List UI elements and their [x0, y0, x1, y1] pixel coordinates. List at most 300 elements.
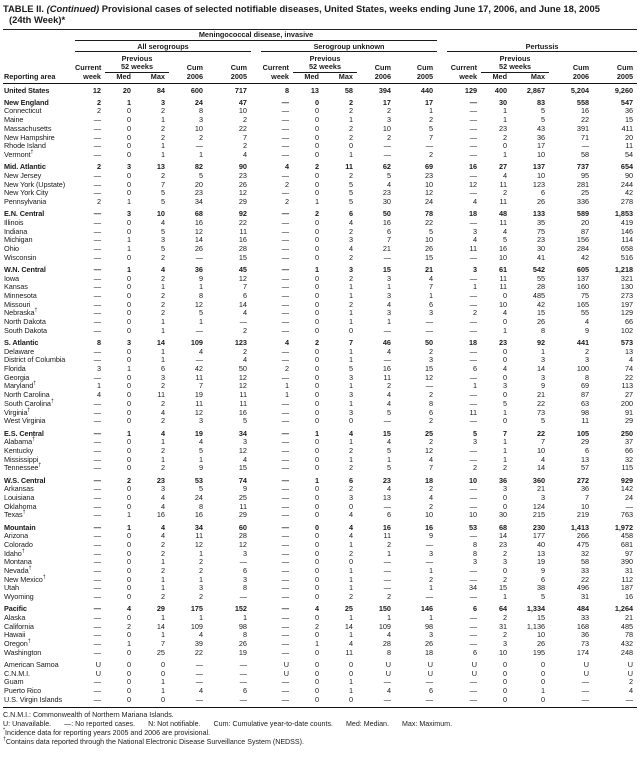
value-cell: 7	[242, 282, 247, 292]
value-cell: 16	[468, 162, 478, 172]
reporting-area-label: E.S. Central	[4, 428, 44, 438]
value-cell: 496	[576, 583, 590, 593]
value-cell: 11	[499, 282, 508, 292]
value-cell: 3	[126, 209, 131, 219]
value-cell: 0	[314, 179, 319, 189]
value-cell: 3	[429, 355, 434, 365]
value-cell: 11	[469, 407, 478, 417]
value-cell: 97	[624, 548, 634, 558]
value-cell: 25	[580, 188, 590, 198]
value-cell: —	[93, 252, 101, 262]
column-gap	[437, 464, 447, 473]
value-cell: 3	[348, 264, 353, 274]
value-cell: 2	[348, 106, 353, 116]
value-cell: —	[281, 209, 289, 219]
cum-label: Cum	[230, 62, 247, 72]
value-cell: —	[93, 273, 101, 283]
value-cell: 50	[424, 338, 434, 348]
value-cell: 3	[160, 97, 165, 107]
current-label: Current	[75, 62, 102, 72]
value-cell: —	[469, 445, 478, 455]
value-cell: 2	[348, 548, 353, 558]
column-gap	[251, 348, 261, 357]
column-gap	[251, 541, 261, 550]
column-gap	[437, 438, 447, 447]
value-cell: —	[281, 346, 289, 356]
value-cell: 1	[348, 308, 353, 318]
value-cell: 73	[580, 639, 590, 649]
value-cell: 23	[498, 539, 508, 549]
reporting-area-label: Connecticut	[4, 106, 42, 116]
value-cell: 1	[126, 97, 131, 107]
value-cell: 4	[386, 398, 391, 408]
value-cell: 98	[238, 621, 247, 631]
value-cell: 0	[314, 273, 319, 283]
value-cell: —	[469, 273, 478, 283]
value-cell: 2	[429, 149, 434, 159]
value-cell: 2	[160, 106, 165, 116]
notifiable-disease-table	[3, 29, 637, 705]
value-cell: 6	[242, 686, 247, 696]
value-cell: 1	[503, 149, 508, 159]
value-cell: —	[93, 317, 101, 327]
value-cell: 26	[194, 243, 203, 253]
value-cell: 0	[314, 291, 319, 301]
value-cell: 12	[468, 179, 478, 189]
value-cell: 156	[576, 235, 590, 245]
value-cell: 6	[348, 475, 353, 485]
column-gap	[437, 511, 447, 520]
column-gap	[251, 456, 261, 465]
value-cell: 5	[348, 364, 353, 374]
value-cell: 547	[620, 97, 634, 107]
value-cell: 3	[386, 308, 391, 318]
column-gap	[437, 602, 447, 614]
value-cell: 2	[503, 463, 508, 473]
value-cell: 6	[473, 604, 478, 614]
value-cell: 57	[580, 463, 590, 473]
value-cell: 0	[126, 217, 131, 227]
value-cell: 2	[585, 346, 590, 356]
value-cell: 0	[126, 355, 131, 365]
value-cell: 2	[348, 170, 353, 180]
value-cell: 114	[621, 235, 634, 245]
value-cell: 3	[242, 548, 247, 558]
value-cell: 5	[242, 416, 247, 426]
reporting-area-label: Oklahoma	[4, 501, 37, 511]
column-gap	[437, 374, 447, 383]
value-cell: —	[469, 188, 478, 198]
value-cell: 4	[348, 217, 353, 227]
value-cell: 1	[314, 428, 319, 438]
value-cell: 11	[195, 398, 203, 408]
reporting-area-label: Colorado	[4, 539, 33, 549]
value-cell: 7	[429, 463, 434, 473]
footnote-star: *Incidence data for reporting years 2005 and 2006 are provisional.	[3, 727, 211, 737]
value-cell: 16	[382, 522, 391, 532]
value-cell: 2	[348, 463, 353, 473]
value-cell: 2	[503, 132, 508, 142]
value-cell: 0	[503, 492, 508, 502]
value-cell: 0	[348, 660, 353, 670]
value-cell: 23	[498, 123, 508, 133]
value-cell: —	[383, 141, 391, 151]
value-cell: —	[93, 355, 101, 365]
value-cell: 15	[536, 308, 546, 318]
column-gap	[251, 511, 261, 520]
value-cell: 21	[624, 613, 634, 623]
column-gap	[251, 245, 261, 254]
value-cell: —	[469, 325, 478, 335]
value-cell: 10	[498, 647, 508, 657]
column-gap	[437, 335, 447, 347]
value-cell: —	[281, 630, 289, 640]
value-cell: 26	[424, 639, 434, 649]
value-cell: 22	[580, 115, 590, 125]
value-cell: 92	[536, 338, 546, 348]
value-cell: 4	[386, 390, 391, 400]
value-cell: 4	[429, 492, 434, 502]
value-cell: 589	[576, 209, 590, 219]
column-gap	[437, 327, 447, 336]
value-cell: 26	[424, 243, 434, 253]
value-cell: 284	[576, 243, 590, 253]
column-gap	[437, 254, 447, 263]
value-cell: —	[469, 621, 478, 631]
value-cell: 2	[429, 346, 434, 356]
column-gap	[437, 417, 447, 426]
value-cell: 5	[386, 463, 391, 473]
column-gap	[251, 160, 261, 172]
value-cell: 9	[585, 325, 590, 335]
value-cell: 0	[126, 437, 131, 447]
column-gap	[251, 83, 261, 95]
value-cell: 0	[314, 97, 319, 107]
value-cell: 4	[160, 428, 165, 438]
value-cell: 3	[348, 390, 353, 400]
value-cell: —	[93, 566, 101, 576]
value-cell: 12	[238, 372, 247, 382]
value-cell: 14	[344, 621, 353, 631]
value-cell: —	[281, 226, 289, 236]
value-cell: 30	[382, 196, 391, 206]
value-cell: —	[281, 510, 289, 520]
value-cell: 21	[424, 264, 434, 274]
value-cell: 0	[314, 170, 319, 180]
value-cell: 0	[503, 355, 508, 365]
value-cell: 16	[580, 106, 590, 116]
reporting-area-label: New Jersey	[4, 170, 42, 180]
value-cell: 16	[424, 522, 434, 532]
value-cell: —	[93, 647, 101, 657]
reporting-area-label: Michigan	[4, 235, 33, 245]
reporting-area-label: Vermont†	[4, 149, 34, 159]
value-cell: 5	[386, 445, 391, 455]
value-cell: 681	[620, 539, 634, 549]
column-gap	[437, 134, 447, 143]
value-cell: 1	[160, 557, 165, 567]
value-cell: 115	[621, 463, 634, 473]
value-cell: 130	[620, 282, 634, 292]
reporting-area-label: Ohio	[4, 243, 20, 253]
value-cell: 8	[96, 338, 101, 348]
value-cell: 23	[536, 235, 546, 245]
value-cell: 1	[429, 613, 434, 623]
value-cell: 3	[198, 115, 203, 125]
value-cell: 0	[126, 492, 131, 502]
value-cell: 0	[314, 243, 319, 253]
value-cell: 4	[160, 501, 165, 511]
value-cell: 2	[348, 123, 353, 133]
value-cell: 475	[576, 539, 590, 549]
value-cell: 4	[429, 273, 434, 283]
value-cell: 0	[503, 372, 508, 382]
dagger-marker: †	[28, 565, 32, 572]
value-cell: 137	[576, 273, 590, 283]
column-gap	[437, 125, 447, 134]
column-gap	[437, 275, 447, 284]
value-cell: 2	[242, 141, 247, 151]
column-gap	[251, 262, 261, 274]
value-cell: 485	[620, 621, 634, 631]
value-cell: —	[581, 677, 590, 687]
column-gap	[251, 198, 261, 207]
column-gap	[437, 172, 447, 181]
value-cell: 1	[198, 454, 203, 464]
value-cell: —	[93, 346, 101, 356]
value-cell: 2	[160, 416, 165, 426]
value-cell: 73	[536, 407, 546, 417]
value-cell: 0	[126, 398, 131, 408]
value-cell: 1	[126, 510, 131, 520]
column-gap	[251, 485, 261, 494]
value-cell: 4	[96, 390, 101, 400]
value-cell: 1	[160, 282, 165, 292]
column-gap	[251, 567, 261, 576]
value-cell: 90	[238, 162, 247, 172]
value-cell: 91	[624, 407, 634, 417]
value-cell: 3	[503, 381, 508, 391]
value-cell: U	[471, 668, 478, 678]
value-cell: 24	[424, 196, 434, 206]
value-cell: 18	[424, 647, 434, 657]
value-cell: 4	[629, 355, 634, 365]
column-gap	[437, 593, 447, 602]
value-cell: —	[281, 235, 289, 245]
value-cell: —	[281, 604, 289, 614]
value-cell: 146	[620, 226, 634, 236]
column-gap	[251, 687, 261, 696]
column-gap	[251, 254, 261, 263]
value-cell: 0	[126, 291, 131, 301]
value-cell: 1	[386, 613, 391, 623]
reporting-area-label: Kansas	[4, 282, 28, 292]
value-cell: 30	[498, 510, 508, 520]
value-cell: 187	[620, 583, 634, 593]
value-cell: —	[281, 115, 289, 125]
value-cell: —	[469, 592, 478, 602]
reporting-area-label: Kentucky	[4, 445, 34, 455]
value-cell: 18	[468, 209, 478, 219]
value-cell: 16	[238, 235, 247, 245]
value-cell: 33	[580, 613, 590, 623]
value-cell: 0	[314, 566, 319, 576]
value-cell: 4	[348, 531, 353, 541]
value-cell: 24	[624, 492, 634, 502]
table-row	[3, 254, 637, 263]
value-cell: —	[281, 106, 289, 116]
column-gap	[251, 116, 261, 125]
column-gap	[251, 657, 261, 669]
value-cell: 2	[160, 123, 165, 133]
value-cell: 600	[190, 85, 203, 95]
reporting-area-label: S. Atlantic	[4, 338, 39, 348]
value-cell: 654	[620, 162, 634, 172]
title-line-2: (24th Week)*	[9, 13, 66, 25]
value-cell: —	[93, 510, 101, 520]
value-cell: —	[469, 531, 478, 541]
value-cell: 12	[194, 539, 203, 549]
previous-label: Previous	[121, 54, 153, 64]
value-cell: 195	[532, 647, 546, 657]
value-cell: 1	[348, 355, 353, 365]
value-cell: 41	[536, 252, 546, 262]
value-cell: 0	[314, 668, 319, 678]
value-cell: 0	[160, 660, 165, 670]
reporting-area-label: Alabama†	[4, 436, 35, 447]
value-cell: 9	[541, 566, 546, 576]
value-cell: 1	[503, 437, 508, 447]
value-cell: —	[93, 686, 101, 696]
value-cell: 7	[429, 282, 434, 292]
value-cell: 25	[344, 604, 353, 614]
column-gap	[437, 532, 447, 541]
value-cell: 0	[348, 668, 353, 678]
value-cell: 15	[382, 428, 391, 438]
value-cell: 16	[382, 217, 391, 227]
value-cell: 78	[424, 209, 434, 219]
value-cell: 10	[424, 179, 434, 189]
value-cell: 2	[284, 179, 289, 189]
reporting-area-header: Reporting area	[3, 72, 75, 83]
value-cell: —	[93, 574, 101, 584]
reporting-area-label: North Carolina	[4, 390, 50, 400]
value-cell: 1	[198, 282, 203, 292]
reporting-area-label: U.S. Virgin Islands	[4, 694, 62, 704]
value-cell: —	[281, 398, 289, 408]
value-cell: —	[581, 141, 590, 151]
value-cell: 5	[160, 196, 165, 206]
value-cell: 0	[314, 686, 319, 696]
value-cell: 0	[126, 592, 131, 602]
value-cell: 22	[194, 647, 203, 657]
column-gap	[437, 541, 447, 550]
value-cell: 1	[160, 325, 165, 335]
value-cell: 68	[498, 522, 508, 532]
value-cell: 2	[503, 574, 508, 584]
value-cell: 4	[541, 454, 546, 464]
value-cell: 21	[382, 243, 391, 253]
reporting-area-label: Washington	[4, 647, 42, 657]
value-cell: 10	[498, 252, 508, 262]
value-cell: 2	[284, 196, 289, 206]
value-cell: 0	[126, 282, 131, 292]
value-cell: 16	[624, 592, 634, 602]
value-cell: 0	[314, 557, 319, 567]
value-cell: 7	[541, 437, 546, 447]
value-cell: —	[93, 445, 101, 455]
value-cell: 109	[190, 621, 203, 631]
value-cell: —	[93, 630, 101, 640]
value-cell: 28	[536, 282, 546, 292]
value-cell: 23	[194, 188, 203, 198]
value-cell: 31	[624, 566, 634, 576]
value-cell: 1	[314, 196, 319, 206]
value-cell: 0	[160, 694, 165, 704]
column-gap	[437, 301, 447, 310]
value-cell: 1	[541, 686, 546, 696]
value-cell: —	[281, 574, 289, 584]
value-cell: 30	[536, 243, 546, 253]
column-group-all-serogroups: All serogroups	[75, 40, 251, 52]
value-cell: 32	[624, 454, 634, 464]
value-cell: 9	[242, 484, 247, 494]
column-gap	[251, 532, 261, 541]
dagger-marker: †	[32, 436, 35, 443]
value-cell: —	[93, 188, 101, 198]
value-cell: 3	[429, 630, 434, 640]
title-text: Provisional cases of selected notifiable diseases, United States, weeks ending June 17, 2006, and June 18, 2005	[101, 3, 600, 14]
value-cell: 411	[621, 123, 634, 133]
column-gap	[251, 107, 261, 116]
value-cell: —	[281, 299, 289, 309]
value-cell: 3	[348, 235, 353, 245]
value-cell: —	[93, 501, 101, 511]
value-cell: 4	[386, 437, 391, 447]
value-cell: —	[93, 557, 101, 567]
value-cell: 8	[541, 325, 546, 335]
value-cell: 168	[576, 621, 590, 631]
value-cell: 36	[536, 132, 546, 142]
value-cell: 4	[386, 299, 391, 309]
value-cell: 3	[503, 484, 508, 494]
value-cell: 165	[576, 299, 590, 309]
column-gap	[437, 236, 447, 245]
value-cell: 1	[160, 630, 165, 640]
value-cell: U	[95, 660, 101, 670]
value-cell: 1	[348, 566, 353, 576]
value-cell: 1	[348, 630, 353, 640]
reporting-area-label: Rhode Island	[4, 141, 46, 151]
value-cell: 31	[580, 592, 590, 602]
column-gap	[251, 95, 261, 107]
value-cell: 0	[126, 484, 131, 494]
value-cell: —	[469, 149, 478, 159]
value-cell: 2	[160, 308, 165, 318]
value-cell: —	[281, 463, 289, 473]
value-cell: —	[93, 531, 101, 541]
value-cell: 5	[541, 115, 546, 125]
reporting-area-label: Mississippi	[4, 454, 39, 464]
value-cell: 0	[314, 592, 319, 602]
value-cell: 45	[238, 264, 247, 274]
value-cell: —	[93, 132, 101, 142]
value-cell: 4	[386, 179, 391, 189]
value-cell: 150	[378, 604, 391, 614]
value-cell: 62	[382, 162, 391, 172]
reporting-area-label: Maryland†	[4, 381, 37, 391]
value-cell: 1	[96, 381, 101, 391]
